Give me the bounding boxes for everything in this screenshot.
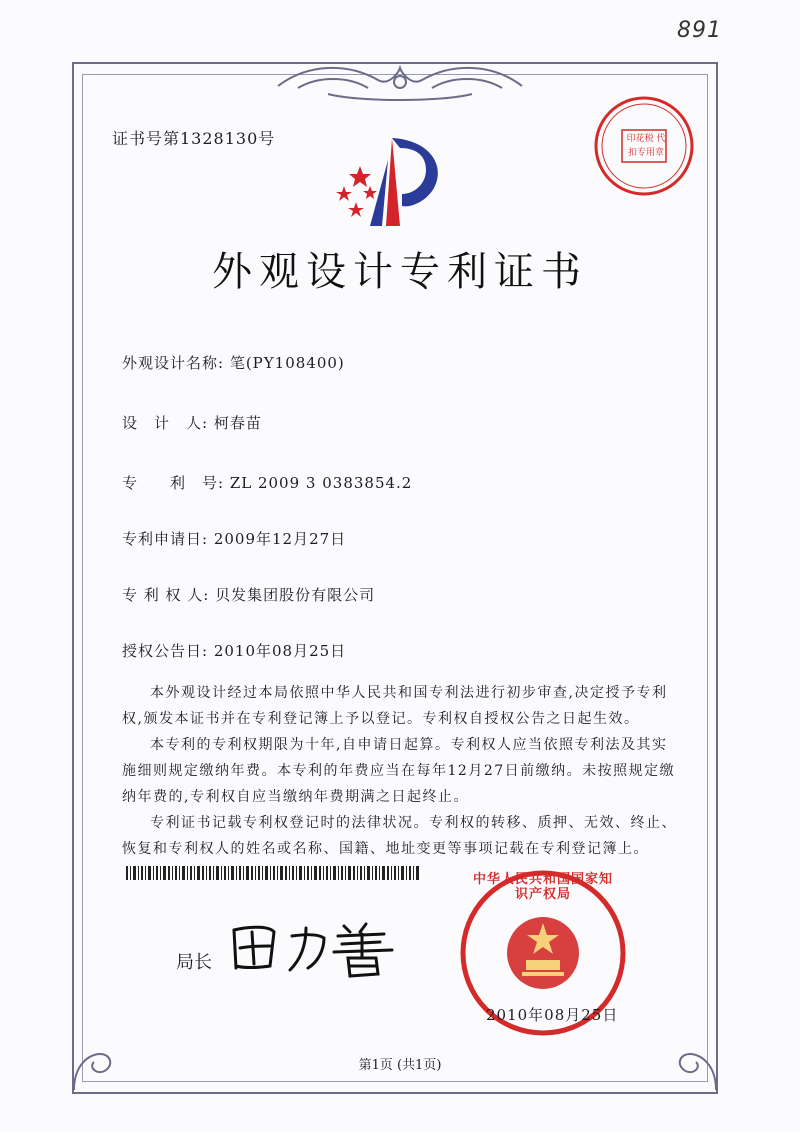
body-paragraph: 专利证书记载专利权登记时的法律状况。专利权的转移、质押、无效、终止、恢复和专利权人的姓名或名称、国籍、地址变更等事项记载在专利登记簿上。 <box>122 815 677 857</box>
certificate-number: 证书号第1328130号 <box>112 129 276 148</box>
page-indicator: 第1页 (共1页) <box>358 1058 442 1073</box>
certificate-body <box>122 680 682 862</box>
director-label: 局长 <box>176 952 212 973</box>
body-paragraph: 本专利的专利权期限为十年,自申请日起算。专利权人应当依照专利法及其实施细则规定缴纳年费。本专利的年费应当在每年12月27日前缴纳。未按照规定缴纳年费的,专利权自应当缴纳年费期满之日起终止。 <box>122 737 676 805</box>
grant-date-field: 授权公告日: 2010年08月25日 <box>122 642 347 660</box>
certificate-title: 外观设计专利证书 <box>212 249 588 295</box>
seal-date: 2010年08月25日 <box>486 1006 619 1024</box>
top-ornament-icon <box>268 58 532 104</box>
seal-text: 中华人民共和国国家知识产权局 <box>472 872 613 902</box>
barcode-icon <box>126 866 422 880</box>
patent-office-emblem-icon <box>330 130 450 230</box>
patent-number-field: 专 利 号: ZL 2009 3 0383854.2 <box>122 474 413 492</box>
tax-stamp-center-text: 印花税 代扣专用章 <box>626 134 666 158</box>
designer-field: 设 计 人: 柯春苗 <box>122 414 262 432</box>
handwritten-note: 891 <box>677 18 722 43</box>
signature-icon <box>226 916 404 980</box>
patentee-field: 专 利 权 人: 贝发集团股份有限公司 <box>122 586 376 604</box>
application-date-field: 专利申请日: 2009年12月27日 <box>122 530 347 548</box>
body-paragraph: 本外观设计经过本局依照中华人民共和国专利法进行初步审查,决定授予专利权,颁发本证书并在专利登记簿上予以登记。专利权自授权公告之日起生效。 <box>122 685 668 727</box>
design-name-field: 外观设计名称: 笔(PY108400) <box>122 354 345 372</box>
